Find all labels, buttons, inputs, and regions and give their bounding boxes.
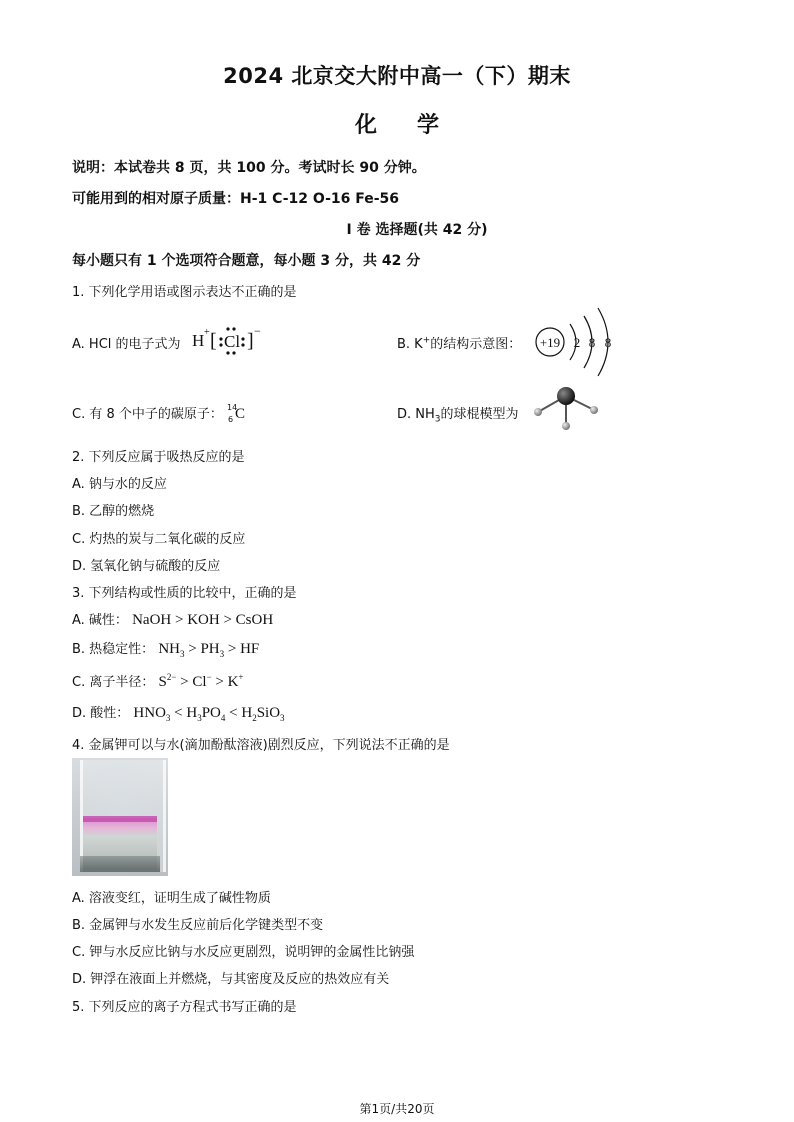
svg-text:[: [	[210, 330, 217, 352]
acidity-formula: $HNO_3 < H_3PO_4 < H_2SiO_3$	[133, 705, 285, 723]
q3-option-c	[72, 671, 244, 691]
hcl-electron-formula	[190, 322, 270, 358]
ionic-radius-formula: $S^{2-} > Cl^- > K^+$	[158, 672, 244, 690]
q3-option-b	[72, 638, 259, 658]
q3-option-b-label: B. 热稳定性：	[72, 642, 155, 657]
subject-title: 化学	[354, 113, 479, 138]
q1-option-a-label: A. HCl 的电子式为	[72, 337, 181, 352]
svg-text:+: +	[204, 327, 210, 338]
q1-option-b: B. K+的结构示意图：	[397, 335, 522, 352]
carbon-symbol: C	[235, 406, 246, 422]
q3-option-d	[72, 702, 285, 722]
q1-option-b-suffix: 的结构示意图：	[430, 337, 522, 352]
shell-3: 8	[604, 335, 612, 350]
q1-option-d-suffix: 的球棍模型为	[440, 407, 519, 422]
q1-option-b-prefix: B. K	[397, 337, 423, 352]
q1-stem: 1. 下列化学用语或图示表达不正确的是	[72, 285, 297, 300]
q1-option-d	[397, 403, 519, 425]
svg-text:]: ]	[247, 330, 254, 352]
shell-1: 2	[573, 335, 581, 350]
exam-instruction: 说明：本试卷共 8 页，共 100 分。考试时长 90 分钟。	[72, 160, 426, 176]
q3-stem: 3. 下列结构或性质的比较中，正确的是	[72, 586, 297, 601]
page-number: 第1页/共20页	[359, 1102, 435, 1116]
q4-option-a: A. 溶液变红，证明生成了碱性物质	[72, 891, 271, 906]
page-title: 2024 北京交大附中高一（下）期末	[223, 64, 571, 88]
beaker-bottom	[80, 856, 160, 872]
q3-option-a	[72, 609, 273, 629]
svg-text:H: H	[192, 331, 205, 350]
thermal-stability-formula: $NH_3 > PH_3$ > HF	[158, 641, 260, 659]
section-rule: 每小题只有 1 个选项符合题意，每小题 3 分，共 42 分	[72, 253, 421, 269]
q2-option-d: D. 氢氧化钠与硫酸的反应	[72, 559, 221, 574]
atomic-number: 6	[228, 414, 234, 424]
nucleus-charge: +19	[539, 335, 561, 350]
q1-option-d-prefix: D. NH	[397, 407, 435, 422]
beaker-phenolphthalein-image	[72, 758, 168, 876]
q1-option-c-label: C. 有 8 个中子的碳原子：	[72, 407, 223, 422]
pink-layer	[83, 816, 157, 822]
q2-stem: 2. 下列反应属于吸热反应的是	[72, 450, 245, 465]
q4-option-b: B. 金属钾与水发生反应前后化学键类型不变	[72, 918, 324, 933]
nh3-ball-stick-model	[528, 384, 604, 434]
potassium-structure-diagram	[530, 304, 622, 380]
basicity-formula: NaOH > KOH > CsOH	[132, 612, 274, 628]
carbon-isotope-notation	[227, 402, 238, 424]
q2-option-c: C. 灼热的炭与二氧化碳的反应	[72, 532, 246, 547]
svg-text:−: −	[254, 324, 261, 338]
q1-option-a	[72, 333, 181, 352]
q2-option-a: A. 钠与水的反应	[72, 477, 167, 492]
q3-option-c-label: C. 离子半径：	[72, 675, 155, 690]
atomic-mass-note: 可能用到的相对原子质量：H-1 C-12 O-16 Fe-56	[72, 191, 400, 207]
section-title: I 卷 选择题(共 42 分)	[346, 222, 488, 238]
q2-option-b: B. 乙醇的燃烧	[72, 504, 155, 519]
q1-option-d-sub: 3	[434, 414, 441, 425]
q4-stem: 4. 金属钾可以与水(滴加酚酞溶液)剧烈反应，下列说法不正确的是	[72, 738, 450, 753]
q4-option-d: D. 钾浮在液面上并燃烧，与其密度及反应的热效应有关	[72, 972, 390, 987]
q3-option-d-label: D. 酸性：	[72, 706, 130, 721]
mass-number: 14	[227, 402, 238, 412]
q5-stem: 5. 下列反应的离子方程式书写正确的是	[72, 1000, 297, 1015]
svg-text:Cl: Cl	[224, 332, 241, 351]
q3-option-a-label: A. 碱性：	[72, 613, 128, 628]
q1-option-c	[72, 403, 245, 423]
q4-option-c: C. 钾与水反应比钠与水反应更剧烈，说明钾的金属性比钠强	[72, 945, 415, 960]
shell-2: 8	[588, 335, 596, 350]
